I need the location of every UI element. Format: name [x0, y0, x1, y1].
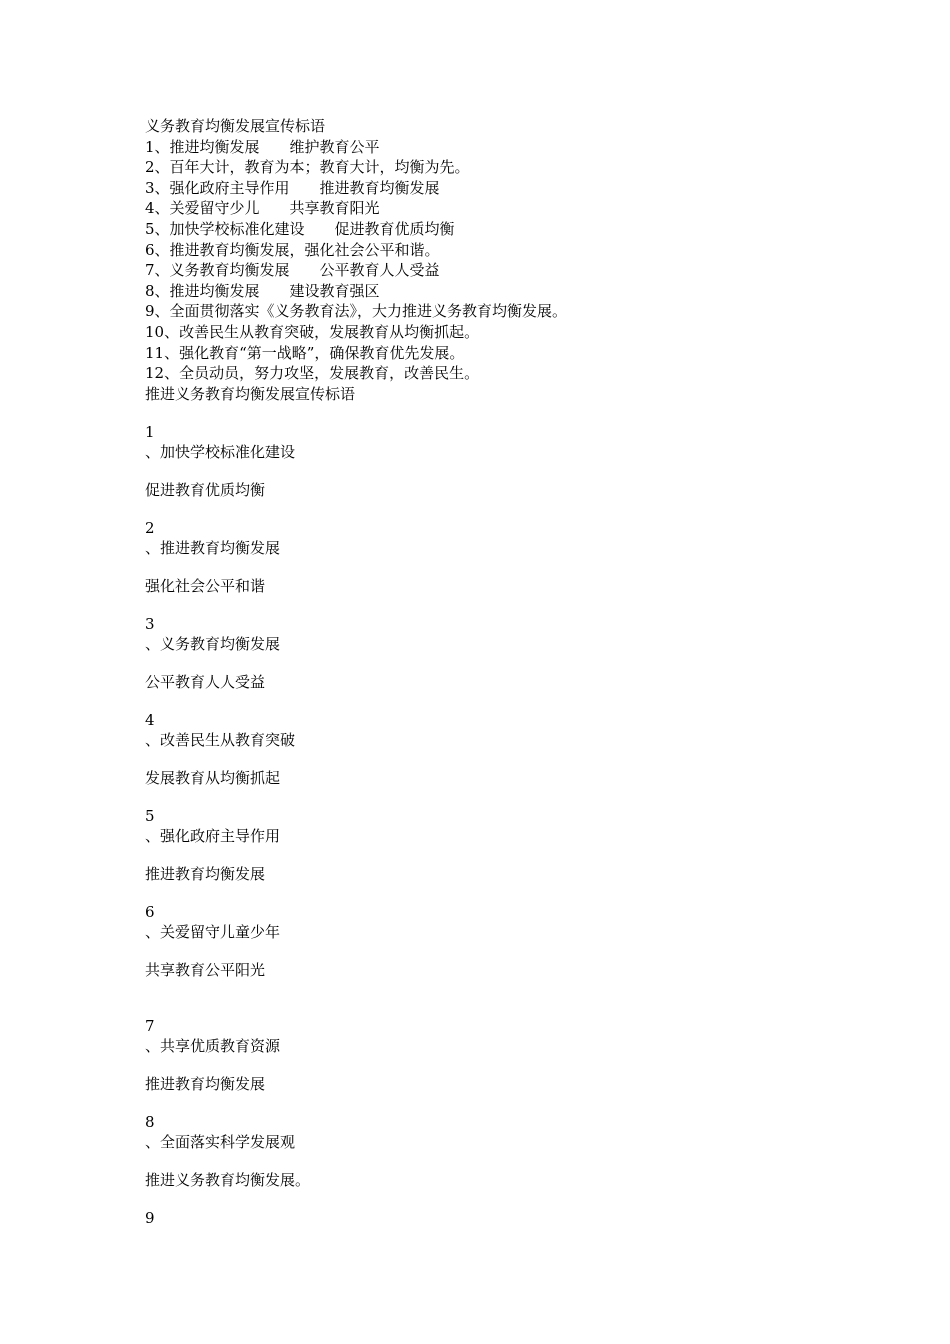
slogan-item: 4、关爱留守少儿 共享教育阳光 — [145, 199, 380, 218]
slogan-first-line: 、加快学校标准化建设 — [145, 443, 296, 462]
slogan-first-line: 、推进教育均衡发展 — [145, 539, 281, 558]
slogan-item: 3、强化政府主导作用 推进教育均衡发展 — [145, 178, 440, 197]
slogan-number: 3 — [145, 615, 155, 634]
slogan-list-1 — [145, 137, 845, 384]
document-body — [145, 116, 845, 1228]
slogan-item: 7、义务教育均衡发展 公平教育人人受益 — [145, 261, 440, 280]
slogan-item: 8、推进均衡发展 建设教育强区 — [145, 281, 380, 300]
slogan-first-line: 、关爱留守儿童少年 — [145, 923, 281, 942]
slogan-second-line: 推进义务教育均衡发展。 — [145, 1171, 311, 1190]
slogan-item: 10、改善民生从教育突破，发展教育从均衡抓起。 — [145, 322, 480, 341]
slogan-block — [145, 1208, 845, 1228]
slogan-number: 8 — [145, 1113, 155, 1132]
document-title: 义务教育均衡发展宣传标语 — [145, 117, 326, 135]
slogan-list-2 — [145, 422, 845, 1228]
slogan-first-line: 、义务教育均衡发展 — [145, 635, 281, 654]
slogan-second-line: 共享教育公平阳光 — [145, 961, 266, 980]
slogan-number: 2 — [145, 519, 155, 538]
slogan-item: 9、全面贯彻落实《义务教育法》，大力推进义务教育均衡发展。 — [145, 302, 568, 321]
slogan-first-line: 、共享优质教育资源 — [145, 1037, 281, 1056]
slogan-block — [145, 1112, 845, 1190]
slogan-second-line: 强化社会公平和谐 — [145, 577, 266, 596]
slogan-second-line: 推进教育均衡发展 — [145, 865, 266, 884]
slogan-number: 4 — [145, 711, 155, 730]
slogan-second-line: 公平教育人人受益 — [145, 673, 266, 692]
slogan-block — [145, 422, 845, 500]
slogan-number: 9 — [145, 1209, 155, 1228]
slogan-first-line: 、全面落实科学发展观 — [145, 1133, 296, 1152]
slogan-item: 12、全员动员，努力攻坚，发展教育，改善民生。 — [145, 364, 480, 383]
slogan-second-line: 促进教育优质均衡 — [145, 481, 266, 500]
slogan-first-line: 、改善民生从教育突破 — [145, 731, 296, 750]
slogan-number: 5 — [145, 807, 155, 826]
slogan-number: 1 — [145, 423, 155, 442]
slogan-second-line: 发展教育从均衡抓起 — [145, 769, 281, 788]
slogan-number: 6 — [145, 903, 155, 922]
slogan-block — [145, 710, 845, 788]
slogan-block — [145, 806, 845, 884]
slogan-second-line: 推进教育均衡发展 — [145, 1075, 266, 1094]
slogan-block — [145, 518, 845, 596]
slogan-block — [145, 614, 845, 692]
slogan-first-line: 、强化政府主导作用 — [145, 827, 281, 846]
slogan-block — [145, 902, 845, 980]
slogan-item: 2、百年大计，教育为本；教育大计，均衡为先。 — [145, 158, 470, 177]
slogan-item: 1、推进均衡发展 维护教育公平 — [145, 137, 380, 156]
slogan-item: 5、加快学校标准化建设 促进教育优质均衡 — [145, 219, 455, 238]
slogan-number: 7 — [145, 1017, 155, 1036]
slogan-item: 6、推进教育均衡发展，强化社会公平和谐。 — [145, 240, 440, 259]
section-title: 推进义务教育均衡发展宣传标语 — [145, 384, 356, 403]
slogan-block — [145, 1016, 845, 1094]
slogan-item: 11、强化教育“第一战略”，确保教育优先发展。 — [145, 343, 465, 362]
